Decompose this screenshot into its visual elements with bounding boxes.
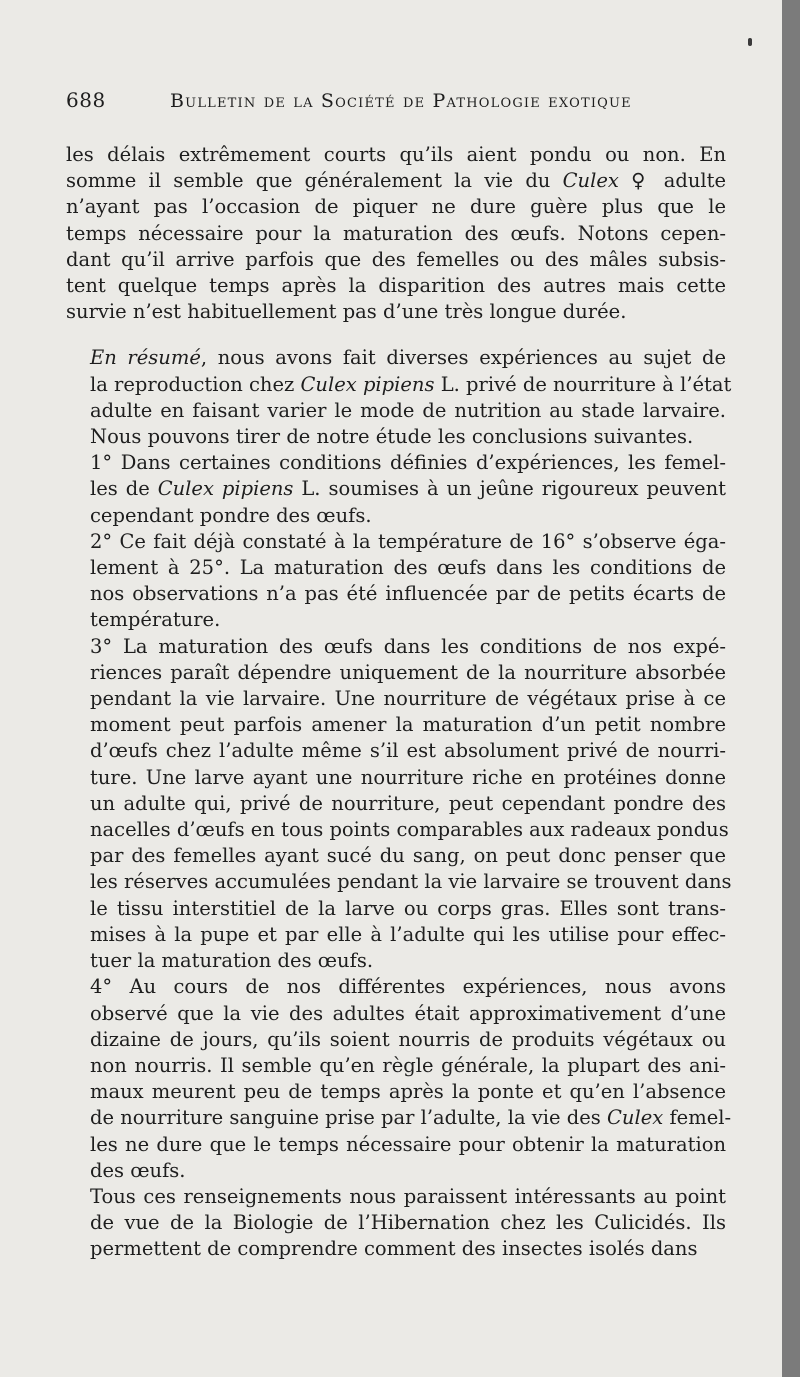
- page-number: 688: [66, 88, 106, 112]
- text-line: 2° Ce fait déjà constaté à la température de 16° s’observe éga-: [90, 529, 726, 553]
- text-line: la reproduction chez Culex pipiens L. privé de nourriture à l’état: [90, 372, 732, 396]
- text-line: dant qu’il arrive parfois que des femelles ou des mâles subsis-: [66, 247, 726, 271]
- text-line: tent quelque temps après la disparition des autres mais cette: [66, 274, 726, 298]
- paragraph-5: [66, 634, 732, 975]
- text-line: les ne dure que le temps nécessaire pour obtenir la maturation: [90, 1132, 726, 1156]
- text-line: lement à 25°. La maturation des œufs dans les conditions de: [90, 556, 726, 580]
- running-head: Bulletin de la Société de Pathologie exotique: [170, 90, 632, 112]
- text-line: d’œufs chez l’adulte même s’il est absolument privé de nourri-: [90, 739, 726, 763]
- text-line: permettent de comprendre comment des insectes isolés dans: [90, 1237, 698, 1261]
- text-line: nacelles d’œufs en tous points comparables aux radeaux pondus: [90, 818, 729, 842]
- text-line: température.: [90, 608, 221, 632]
- text-line: 3° La maturation des œufs dans les conditions de nos expé-: [90, 634, 726, 658]
- text-line: temps nécessaire pour la maturation des œufs. Notons cepen-: [66, 221, 726, 245]
- text-line: dizaine de jours, qu’ils soient nourris de produits végétaux ou: [90, 1027, 726, 1051]
- text-line: moment peut parfois amener la maturation d’un petit nombre: [90, 713, 726, 737]
- text-line: nos observations n’a pas été influencée par de petits écarts de: [90, 582, 726, 606]
- text-line: En résumé, nous avons fait diverses expériences au sujet de: [90, 346, 726, 370]
- text-line: Tous ces renseignements nous paraissent intéressants au point: [90, 1184, 726, 1208]
- text-line: pendant la vie larvaire. Une nourriture de végétaux prise à ce: [90, 687, 726, 711]
- paragraph-4: [66, 529, 726, 634]
- text-line: Nous pouvons tirer de notre étude les conclusions suivantes.: [90, 425, 694, 449]
- text-line: les réserves accumulées pendant la vie larvaire se trouvent dans: [90, 870, 732, 894]
- text-line: observé que la vie des adultes était approximativement d’une: [90, 1001, 726, 1025]
- margin-mark: [748, 38, 752, 46]
- paragraph-7: [66, 1184, 726, 1263]
- text-line: tuer la maturation des œufs.: [90, 949, 374, 973]
- text-line: le tissu interstitiel de la larve ou corps gras. Elles sont trans-: [90, 896, 726, 920]
- text-line: riences paraît dépendre uniquement de la nourriture absorbée: [90, 660, 726, 684]
- text-line: n’ayant pas l’occasion de piquer ne dure guère plus que le: [66, 195, 726, 219]
- text-line: les délais extrêmement courts qu’ils aient pondu ou non. En: [66, 143, 726, 166]
- text-line: survie n’est habituellement pas d’une très longue durée.: [66, 300, 627, 324]
- text-line: cependant pondre des œufs.: [90, 503, 372, 527]
- text-line: des œufs.: [90, 1158, 186, 1182]
- text-line: un adulte qui, privé de nourriture, peut cependant pondre des: [90, 791, 726, 815]
- text-line: les de Culex pipiens L. soumises à un jeûne rigoureux peuvent: [90, 477, 726, 501]
- text-line: par des femelles ayant sucé du sang, on peut donc penser que: [90, 844, 726, 868]
- paragraph-2: [66, 345, 732, 450]
- paragraph-1: [66, 142, 726, 325]
- text-line: adulte en faisant varier le mode de nutrition au stade larvaire.: [90, 398, 726, 422]
- text-line: de nourriture sanguine prise par l’adulte, la vie des Culex femel-: [90, 1106, 732, 1130]
- text-line: de vue de la Biologie de l’Hibernation chez les Culicidés. Ils: [90, 1211, 726, 1235]
- text-line: non nourris. Il semble qu’en règle générale, la plupart des ani-: [90, 1053, 726, 1077]
- body-text: [66, 142, 732, 1263]
- paragraph-6: [66, 974, 732, 1184]
- text-line: maux meurent peu de temps après la ponte et qu’en l’absence: [90, 1080, 726, 1104]
- text-line: ture. Une larve ayant une nourriture riche en protéines donne: [90, 765, 726, 789]
- paragraph-3: [66, 450, 726, 529]
- text-line: 1° Dans certaines conditions définies d’expériences, les femel-: [90, 451, 726, 475]
- text-line: 4° Au cours de nos différentes expériences, nous avons: [90, 975, 726, 999]
- text-line: somme il semble que généralement la vie du Culex ♀ adulte: [66, 169, 726, 193]
- text-line: mises à la pupe et par elle à l’adulte qui les utilise pour effec-: [90, 922, 726, 946]
